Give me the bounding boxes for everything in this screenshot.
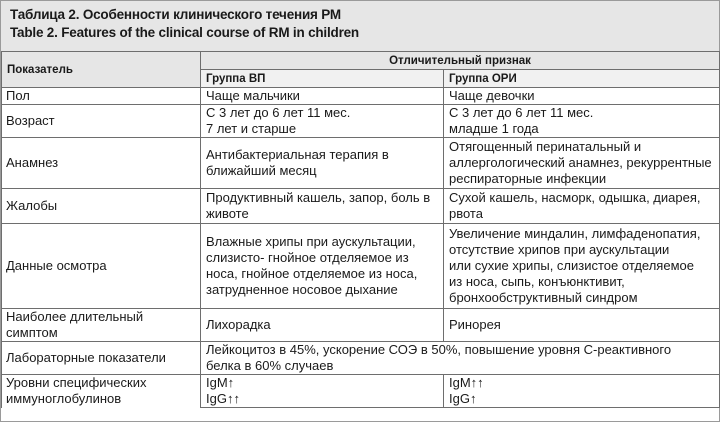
- table-row: [2, 138, 720, 189]
- cell-line: Чаще мальчики: [206, 88, 300, 103]
- header-indicator: Показатель: [2, 52, 201, 88]
- row-label: Наиболее длительный симптом: [2, 309, 201, 342]
- cell-ori: [444, 375, 720, 408]
- row-label: Уровни специфических иммуноглобулинов: [2, 375, 201, 408]
- caption-title-ru: Таблица 2. Особенности клинического течения РМ: [10, 7, 341, 22]
- row-label: Пол: [2, 88, 201, 105]
- cell-line: рвота: [449, 206, 483, 221]
- row-label: Жалобы: [2, 189, 201, 224]
- cell-ori: [444, 105, 720, 138]
- cell-line: Чаще девочки: [449, 88, 535, 103]
- caption-title-en: Table 2. Features of the clinical course of RM in children: [10, 25, 359, 40]
- cell-line: белка в 60% случаев: [206, 358, 334, 373]
- cell-line: или сухие хрипы, слизистое отделяемое: [449, 258, 694, 273]
- cell-vp: [201, 88, 444, 105]
- cell-line: из носа, сыпь, конъюнктивит,: [449, 274, 625, 289]
- cell-ori: [444, 88, 720, 105]
- cell-line: Отягощенный перинатальный и: [449, 139, 642, 154]
- cell-line: Увеличение миндалин, лимфаденопатия,: [449, 226, 701, 241]
- cell-line: IgG↑↑: [206, 391, 240, 406]
- header-group-vp: Группа ВП: [201, 70, 444, 88]
- cell-line: слизисто- гнойное отделяемое из: [206, 250, 409, 265]
- cell-line: респираторные инфекции: [449, 171, 607, 186]
- cell-line: аллергологический анамнез, рекуррентные: [449, 155, 712, 170]
- table-row: [2, 224, 720, 309]
- cell-line: Антибактериальная терапия в: [206, 147, 389, 162]
- cell-line: С 3 лет до 6 лет 11 мес.: [449, 105, 594, 120]
- header-group-ori: Группа ОРИ: [444, 70, 720, 88]
- table-caption: [1, 1, 719, 51]
- cell-line: затрудненное носовое дыхание: [206, 282, 398, 297]
- cell-vp: [201, 224, 444, 309]
- row-label: Лабораторные показатели: [2, 342, 201, 375]
- table-row: [2, 88, 720, 105]
- cell-ori: [444, 309, 720, 342]
- cell-line: Сухой кашель, насморк, одышка, диарея,: [449, 190, 701, 205]
- cell-line: младше 1 года: [449, 121, 539, 136]
- cell-line: Лейкоцитоз в 45%, ускорение СОЭ в 50%, повышение уровня С-реактивного: [206, 342, 672, 357]
- row-label: Данные осмотра: [2, 224, 201, 309]
- cell-vp: [201, 189, 444, 224]
- cell-line: Лихорадка: [206, 317, 271, 332]
- cell-vp: [201, 375, 444, 408]
- table-row: [2, 189, 720, 224]
- cell-line: ближайший месяц: [206, 163, 317, 178]
- cell-line: Продуктивный кашель, запор, боль в: [206, 190, 431, 205]
- cell-combined: [201, 342, 720, 375]
- cell-ori: [444, 189, 720, 224]
- cell-line: животе: [206, 206, 249, 221]
- cell-vp: [201, 309, 444, 342]
- cell-line: отсутствие хрипов при аускультации: [449, 242, 670, 257]
- cell-ori: [444, 138, 720, 189]
- cell-line: 7 лет и старше: [206, 121, 297, 136]
- cell-line: С 3 лет до 6 лет 11 мес.: [206, 105, 351, 120]
- cell-vp: [201, 105, 444, 138]
- table-row: [2, 375, 720, 408]
- cell-line: бронхообструктивный синдром: [449, 290, 638, 305]
- cell-line: Ринорея: [449, 317, 501, 332]
- table-row: [2, 342, 720, 375]
- table-row: [2, 309, 720, 342]
- cell-line: носа, гнойное отделяемое из носа,: [206, 266, 418, 281]
- cell-line: IgM↑↑: [449, 375, 484, 390]
- cell-vp: [201, 138, 444, 189]
- table-row: [2, 105, 720, 138]
- cell-line: Влажные хрипы при аускультации,: [206, 234, 416, 249]
- cell-line: IgG↑: [449, 391, 477, 406]
- row-label: Возраст: [2, 105, 201, 138]
- cell-ori: [444, 224, 720, 309]
- header-distinctive-feature: Отличительный признак: [201, 52, 720, 70]
- clinical-features-table: [1, 51, 720, 408]
- row-label: Анамнез: [2, 138, 201, 189]
- cell-line: IgM↑: [206, 375, 235, 390]
